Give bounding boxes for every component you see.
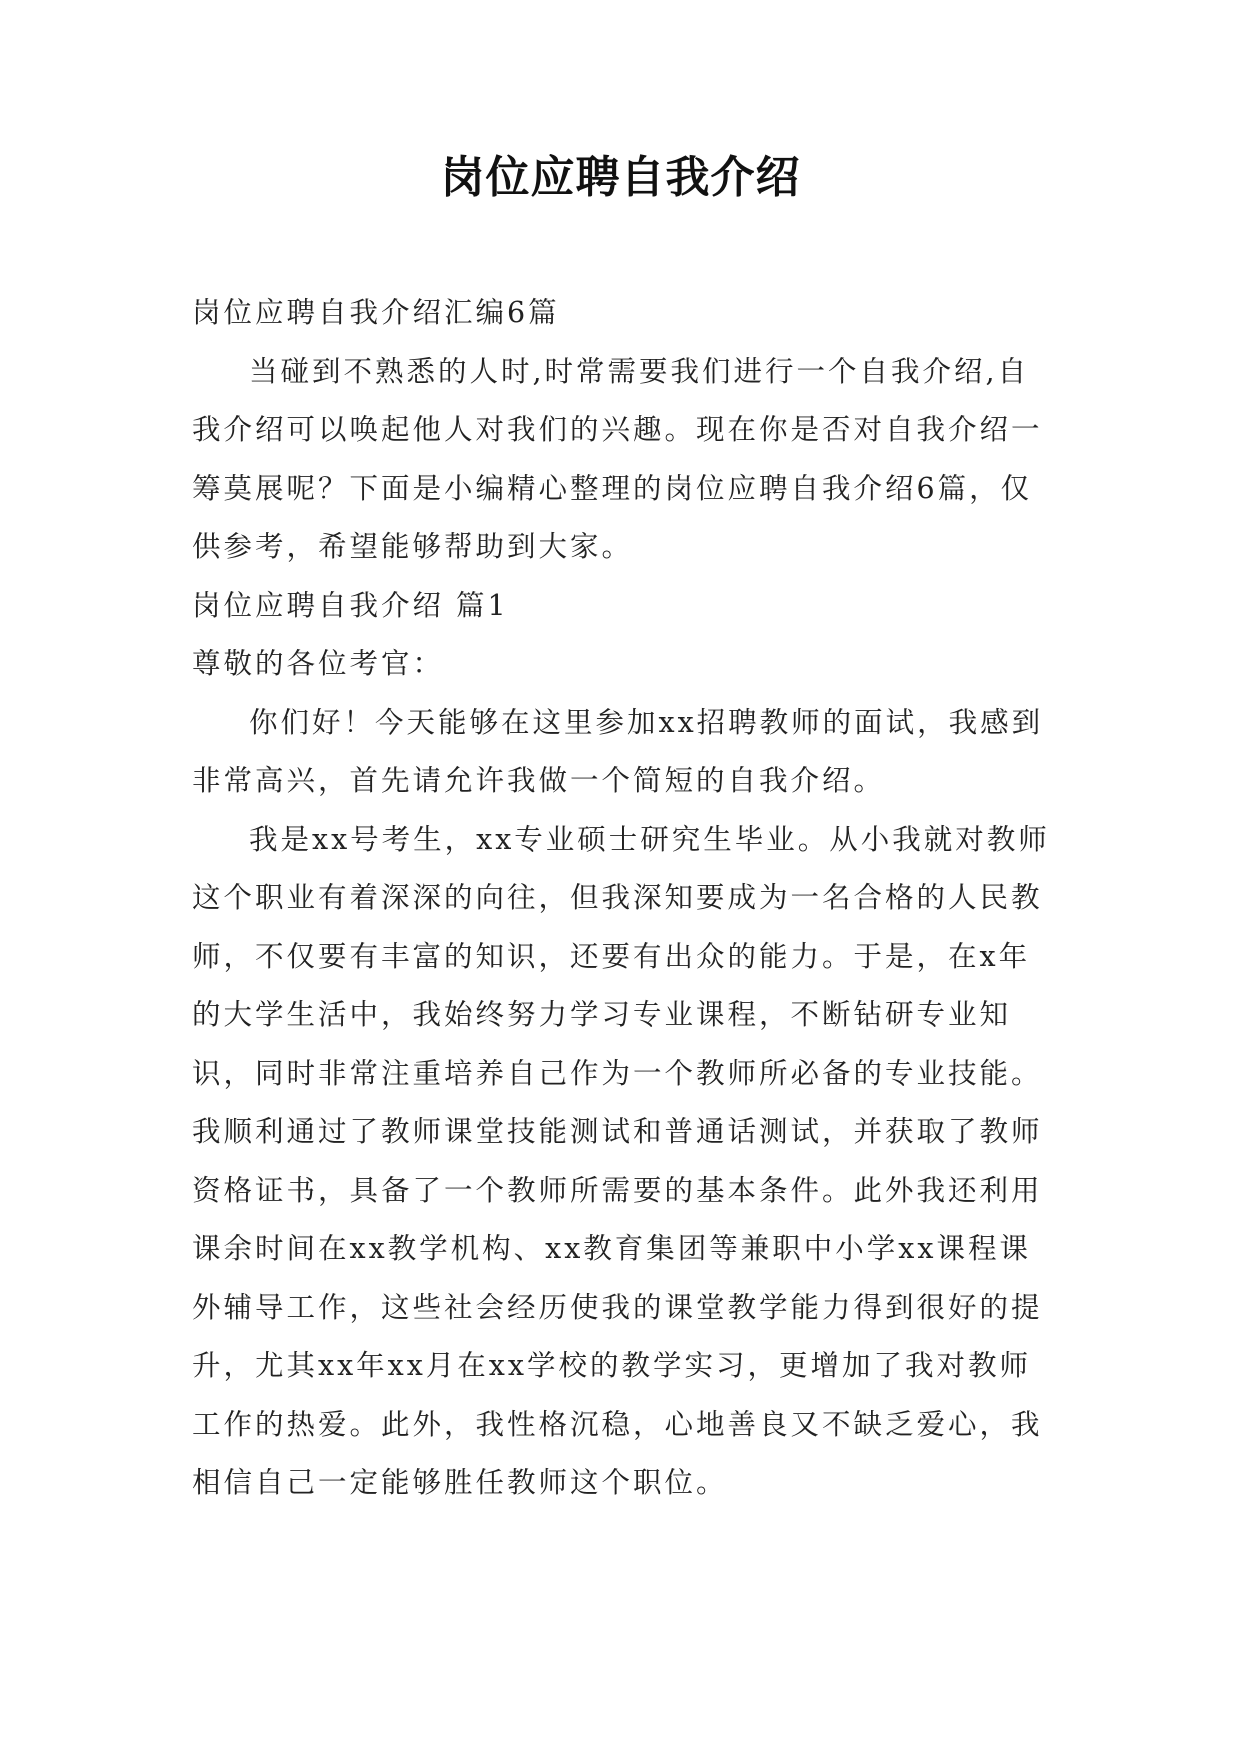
document-body — [192, 284, 1052, 1513]
section-heading: 岗位应聘自我介绍 篇1 — [192, 588, 509, 622]
intro-paragraph: 当碰到不熟悉的人时,时常需要我们进行一个自我介绍,自我介绍可以唤起他人对我们的兴趣。现在你是否对自我介绍一筹莫展呢？下面是小编精心整理的岗位应聘自我介绍6篇，仅供参考，希望能够帮助到大家。 — [192, 354, 1043, 563]
document-title: 岗位应聘自我介绍 — [440, 152, 801, 203]
main-paragraph: 我是xx号考生，xx专业硕士研究生毕业。从小我就对教师这个职业有着深深的向往，但我深知要成为一名合格的人民教师，不仅要有丰富的知识，还要有出众的能力。于是，在x年的大学生活中，我始终努力学习专业课程，不断钻研专业知识，同时非常注重培养自己作为一个教师所必备的专业技能。我顺利通过了教师课堂技能测试和普通话测试，并获取了教师资格证书，具备了一个教师所需要的基本条件。此外我还利用课余时间在xx教学机构、xx教育集团等兼职中小学xx课程课外辅导工作，这些社会经历使我的课堂教学能力得到很好的提升，尤其xx年xx月在xx学校的教学实习，更增加了我对教师工作的热爱。此外，我性格沉稳，心地善良又不缺乏爱心，我相信自己一定能够胜任教师这个职位。 — [192, 822, 1050, 1499]
salutation-line: 尊敬的各位考官： — [192, 647, 445, 680]
subtitle-line: 岗位应聘自我介绍汇编6篇 — [192, 296, 560, 329]
greeting-paragraph: 你们好！今天能够在这里参加xx招聘教师的面试，我感到非常高兴，首先请允许我做一个简短的自我介绍。 — [192, 705, 1044, 797]
